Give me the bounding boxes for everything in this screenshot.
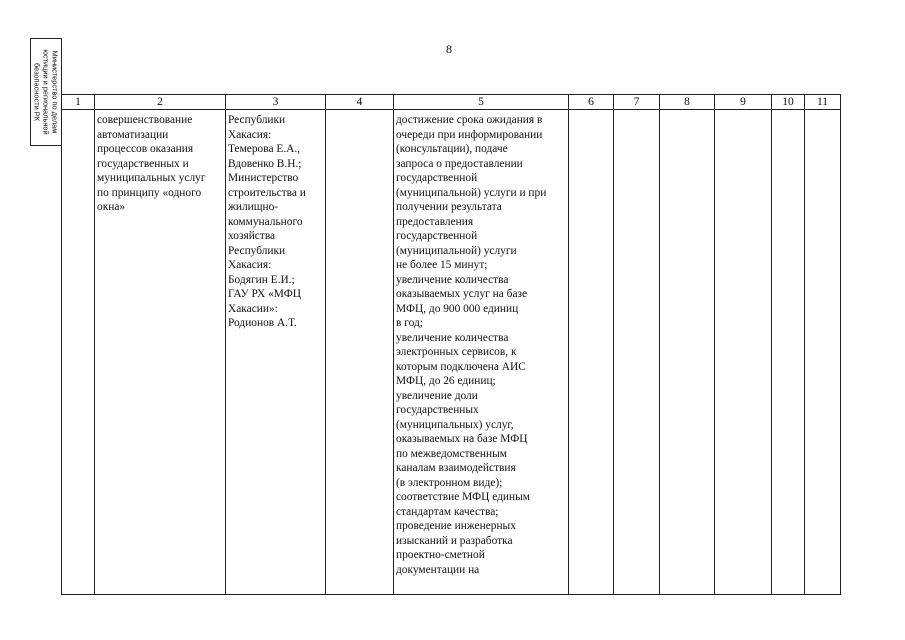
stamp-line-1: Министерство по делам [50, 50, 60, 134]
column-header-9: 9 [715, 95, 772, 110]
cell-text-col-7 [614, 110, 659, 113]
cell-col-6 [569, 110, 614, 595]
responsible-executors: Республики Хакасия: Темерова Е.А., Вдовенко В.Н.; Министерство строительства и жилищно- коммунального хозяйства Республики Хакасия: Бодягин Е.И.; ГАУ РХ «МФЦ Хакасии»: Родионов А.Т. [228, 114, 306, 329]
cell-col-5 [394, 110, 569, 595]
cell-text-col-6 [569, 110, 613, 113]
column-header-10: 10 [772, 95, 805, 110]
column-header-5: 5 [394, 95, 569, 110]
column-number-row [62, 95, 841, 110]
page-number: 8 [446, 42, 452, 56]
cell-text-col-1 [62, 110, 94, 113]
column-header-7: 7 [614, 95, 660, 110]
stamp-line-3: безопасности РК [32, 62, 42, 121]
cell-col-11 [805, 110, 841, 595]
cell-col-7 [614, 110, 660, 595]
registration-stamp [30, 38, 62, 146]
column-header-6: 6 [569, 95, 614, 110]
stamp-line-2: юстиции и региональной [41, 49, 51, 135]
activity-name: совершенствование автоматизации процессов оказания государственных и муниципальных услуг по принципу «одного окна» [97, 114, 206, 213]
table-row [62, 110, 841, 595]
column-header-3: 3 [226, 95, 326, 110]
expected-results: достижение срока ожидания в очереди при информировании (консультации), подаче запроса о предоставлении государственной (муниципальной) услуги и при получении результата предоставления государственной (муниципальной) услуги не более 15 минут; увеличение количества оказываемых услуг на базе МФЦ, до 900 000 единиц в год; увеличение количества электронных сервисов, к которым подключена АИС МФЦ, до 26 единиц; увеличение доли государственных (муниципальных) услуг, оказываемых на базе МФЦ по межведомственным каналам взаимодействия (в электронном виде); соответствие МФЦ единым стандартам качества; проведение инженерных изысканий и разработка проектно-сметной документации на [396, 114, 547, 576]
stamp-text [33, 40, 60, 144]
cell-text-col-10 [772, 110, 804, 113]
cell-col-4 [326, 110, 394, 595]
cell-col-10 [772, 110, 805, 595]
cell-text-col-4 [326, 110, 393, 113]
cell-col-2 [95, 110, 226, 595]
cell-col-8 [660, 110, 715, 595]
cell-col-3 [226, 110, 326, 595]
column-header-1: 1 [62, 95, 95, 110]
cell-text-col-11 [805, 110, 840, 113]
cell-col-1 [62, 110, 95, 595]
cell-text-col-8 [660, 110, 714, 113]
column-header-4: 4 [326, 95, 394, 110]
column-header-2: 2 [95, 95, 226, 110]
cell-col-9 [715, 110, 772, 595]
cell-text-col-9 [715, 110, 771, 113]
column-header-8: 8 [660, 95, 715, 110]
column-header-11: 11 [805, 95, 841, 110]
program-table [61, 94, 841, 595]
